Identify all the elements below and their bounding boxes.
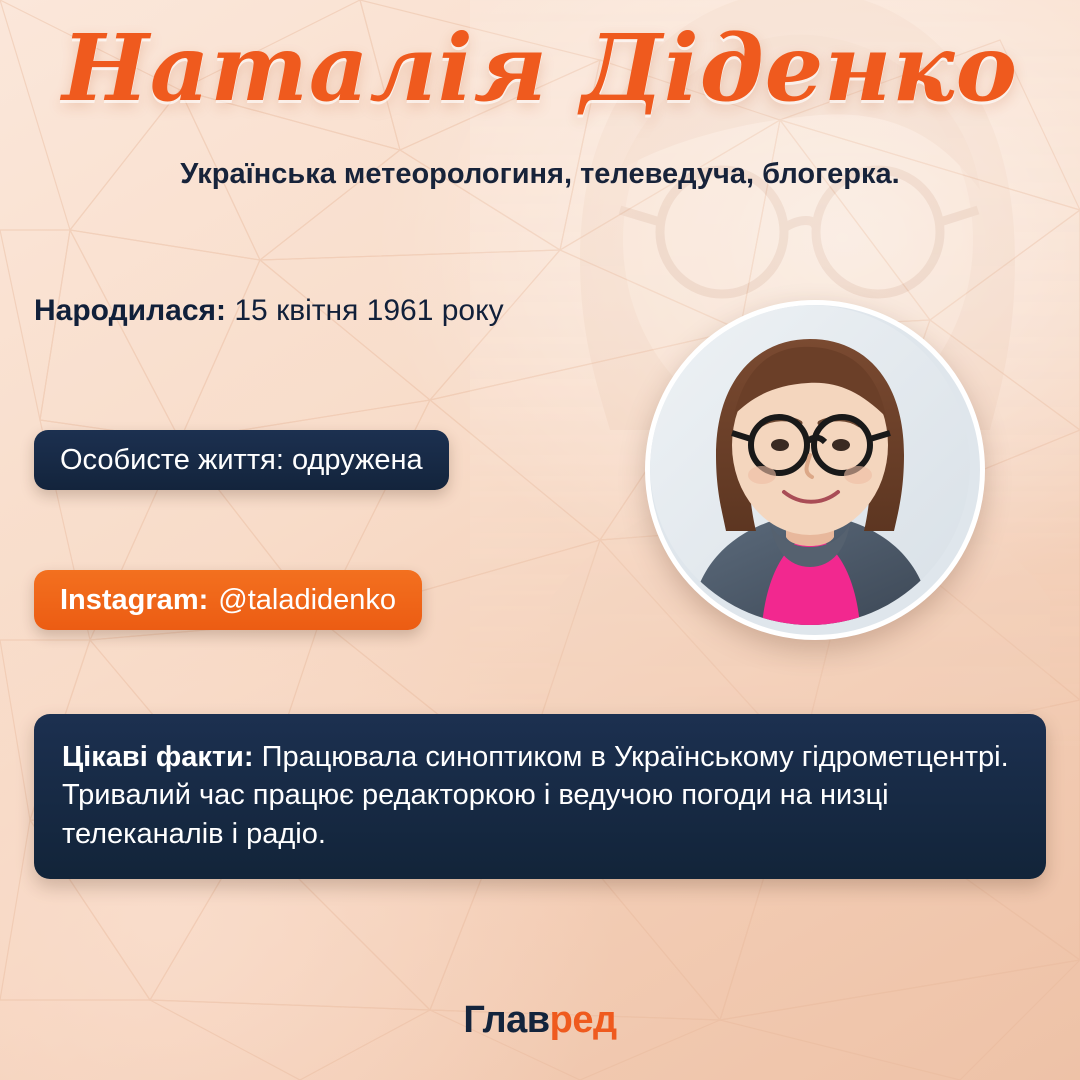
instagram-label: Instagram: (60, 583, 209, 616)
birth-label: Народилася: (34, 294, 227, 327)
facts-text: Працювала синоптиком в Українському гідрометцентрі. Тривалий час працює редакторкою і ведучою погоди на низці телеканалів і радіо. (62, 741, 1009, 850)
portrait-illustration (650, 305, 970, 625)
personal-life-badge (34, 430, 449, 490)
portrait-photo (645, 300, 985, 640)
instagram-badge[interactable] (34, 570, 422, 630)
logo-part-two: ред (549, 999, 617, 1041)
birth-value: 15 квітня 1961 року (234, 294, 504, 327)
facts-label: Цікаві факти: (62, 741, 254, 773)
logo-part-one: Глав (463, 999, 550, 1041)
interesting-facts-box (34, 714, 1046, 879)
instagram-handle[interactable]: @taladidenko (218, 583, 397, 616)
brand-logo[interactable] (0, 999, 1080, 1042)
personal-life-text: Особисте життя: одружена (60, 443, 423, 476)
page-subtitle: Українська метеорологиня, телеведуча, блогерка. (180, 158, 900, 190)
birth-line (34, 294, 504, 328)
page-title: Наталія Діденко (62, 14, 1018, 122)
